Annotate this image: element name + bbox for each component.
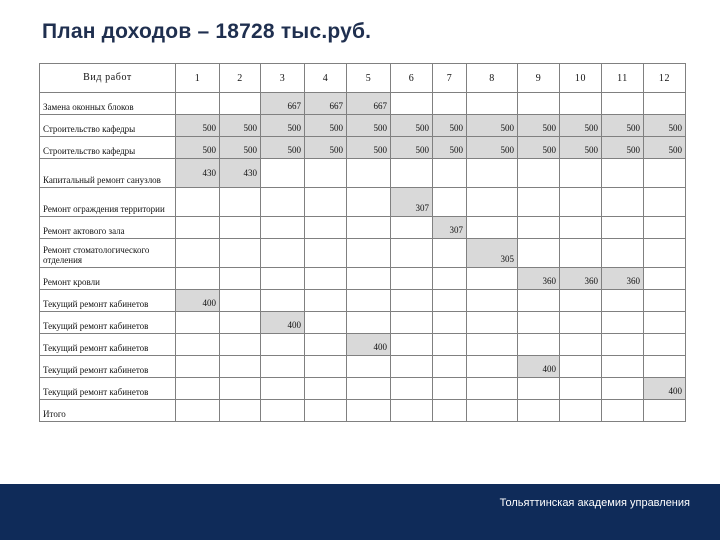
value-cell: 500: [644, 115, 686, 137]
value-cell: [220, 188, 261, 217]
value-cell: [467, 217, 518, 239]
value-cell: [518, 217, 560, 239]
value-cell: [467, 334, 518, 356]
table-row: [40, 268, 686, 290]
value-cell: [347, 356, 391, 378]
value-cell: [518, 239, 560, 268]
value-cell: 500: [644, 137, 686, 159]
value-cell: [305, 378, 347, 400]
table-header-row: [40, 64, 686, 93]
value-cell: [602, 239, 644, 268]
value-cell: [467, 312, 518, 334]
value-cell: [518, 400, 560, 422]
value-cell: 307: [433, 217, 467, 239]
value-cell: [176, 312, 220, 334]
value-cell: [391, 217, 433, 239]
value-cell: [261, 188, 305, 217]
page-title: План доходов – 18728 тыс.руб.: [42, 20, 372, 43]
value-cell: [220, 378, 261, 400]
work-type-cell: Строительство кафедры: [40, 115, 176, 137]
value-cell: [518, 312, 560, 334]
value-cell: [644, 312, 686, 334]
work-type-cell: Капитальный ремонт санузлов: [40, 159, 176, 188]
table-row: [40, 239, 686, 268]
table-row: [40, 159, 686, 188]
value-cell: [391, 334, 433, 356]
value-cell: [518, 159, 560, 188]
value-cell: [176, 188, 220, 217]
value-cell: [261, 159, 305, 188]
value-cell: [433, 400, 467, 422]
work-type-cell: Итого: [40, 400, 176, 422]
value-cell: 400: [644, 378, 686, 400]
table-row: [40, 400, 686, 422]
value-cell: [176, 217, 220, 239]
value-cell: [467, 290, 518, 312]
value-cell: 500: [433, 137, 467, 159]
value-cell: [602, 334, 644, 356]
value-cell: 500: [560, 115, 602, 137]
value-cell: 667: [261, 93, 305, 115]
value-cell: [305, 312, 347, 334]
value-cell: [347, 378, 391, 400]
value-cell: [602, 290, 644, 312]
value-cell: [305, 356, 347, 378]
value-cell: 400: [347, 334, 391, 356]
value-cell: [644, 400, 686, 422]
value-cell: [467, 159, 518, 188]
value-cell: [560, 188, 602, 217]
value-cell: [467, 356, 518, 378]
value-cell: [220, 290, 261, 312]
value-cell: 400: [518, 356, 560, 378]
value-cell: [467, 93, 518, 115]
work-type-cell: Замена оконных блоков: [40, 93, 176, 115]
work-type-cell: Текущий ремонт кабинетов: [40, 312, 176, 334]
value-cell: 500: [220, 137, 261, 159]
value-cell: [518, 93, 560, 115]
value-cell: [176, 93, 220, 115]
value-cell: 500: [347, 137, 391, 159]
table-row: [40, 356, 686, 378]
value-cell: [560, 159, 602, 188]
value-cell: 400: [176, 290, 220, 312]
value-cell: [220, 312, 261, 334]
value-cell: 500: [391, 115, 433, 137]
value-cell: [391, 268, 433, 290]
value-cell: [560, 290, 602, 312]
value-cell: 500: [261, 115, 305, 137]
value-cell: [518, 188, 560, 217]
value-cell: [467, 188, 518, 217]
value-cell: 360: [518, 268, 560, 290]
work-type-cell: Текущий ремонт кабинетов: [40, 290, 176, 312]
value-cell: 500: [433, 115, 467, 137]
value-cell: [433, 378, 467, 400]
value-cell: [433, 312, 467, 334]
header-work-type: Вид работ: [40, 64, 176, 93]
work-type-cell: Ремонт кровли: [40, 268, 176, 290]
value-cell: 500: [518, 115, 560, 137]
header-month: 1: [176, 64, 220, 93]
value-cell: [176, 268, 220, 290]
value-cell: 500: [467, 137, 518, 159]
value-cell: [602, 356, 644, 378]
value-cell: [176, 400, 220, 422]
value-cell: [261, 400, 305, 422]
header-month: 8: [467, 64, 518, 93]
value-cell: [644, 217, 686, 239]
value-cell: [261, 290, 305, 312]
value-cell: [433, 356, 467, 378]
work-type-cell: Ремонт актового зала: [40, 217, 176, 239]
value-cell: [644, 239, 686, 268]
value-cell: [391, 290, 433, 312]
value-cell: [305, 268, 347, 290]
value-cell: [602, 188, 644, 217]
value-cell: [347, 239, 391, 268]
table-row: [40, 115, 686, 137]
value-cell: [305, 188, 347, 217]
value-cell: [560, 239, 602, 268]
table-row: [40, 290, 686, 312]
value-cell: [347, 188, 391, 217]
value-cell: 500: [391, 137, 433, 159]
value-cell: [433, 188, 467, 217]
table-row: [40, 217, 686, 239]
header-month: 5: [347, 64, 391, 93]
value-cell: [560, 400, 602, 422]
value-cell: [391, 378, 433, 400]
value-cell: [261, 334, 305, 356]
value-cell: [644, 93, 686, 115]
value-cell: [644, 356, 686, 378]
value-cell: 500: [602, 115, 644, 137]
value-cell: [261, 239, 305, 268]
value-cell: [347, 312, 391, 334]
table-row: [40, 312, 686, 334]
table-row: [40, 137, 686, 159]
value-cell: [602, 312, 644, 334]
value-cell: [560, 334, 602, 356]
table-row: [40, 334, 686, 356]
work-type-cell: Текущий ремонт кабинетов: [40, 378, 176, 400]
value-cell: [305, 400, 347, 422]
header-month: 3: [261, 64, 305, 93]
value-cell: [433, 268, 467, 290]
value-cell: 667: [305, 93, 347, 115]
value-cell: [220, 400, 261, 422]
value-cell: [176, 378, 220, 400]
value-cell: [433, 159, 467, 188]
value-cell: [305, 217, 347, 239]
value-cell: 500: [467, 115, 518, 137]
value-cell: [220, 93, 261, 115]
value-cell: [220, 217, 261, 239]
value-cell: 500: [560, 137, 602, 159]
value-cell: 500: [305, 137, 347, 159]
value-cell: [391, 400, 433, 422]
value-cell: 430: [220, 159, 261, 188]
work-type-cell: Текущий ремонт кабинетов: [40, 334, 176, 356]
value-cell: [347, 159, 391, 188]
footer-bar: [0, 484, 720, 540]
table-row: [40, 378, 686, 400]
value-cell: [433, 239, 467, 268]
value-cell: [305, 159, 347, 188]
value-cell: [220, 334, 261, 356]
work-type-cell: Строительство кафедры: [40, 137, 176, 159]
value-cell: 305: [467, 239, 518, 268]
header-month: 7: [433, 64, 467, 93]
value-cell: [347, 268, 391, 290]
value-cell: [220, 356, 261, 378]
value-cell: [560, 312, 602, 334]
value-cell: [305, 334, 347, 356]
value-cell: [347, 217, 391, 239]
value-cell: [467, 268, 518, 290]
value-cell: [176, 356, 220, 378]
value-cell: [261, 378, 305, 400]
value-cell: [220, 268, 261, 290]
header-month: 9: [518, 64, 560, 93]
value-cell: 500: [518, 137, 560, 159]
value-cell: [347, 400, 391, 422]
value-cell: 500: [261, 137, 305, 159]
value-cell: 500: [220, 115, 261, 137]
value-cell: [560, 217, 602, 239]
work-type-cell: Текущий ремонт кабинетов: [40, 356, 176, 378]
value-cell: [518, 334, 560, 356]
value-cell: 307: [391, 188, 433, 217]
header-month: 2: [220, 64, 261, 93]
value-cell: 400: [261, 312, 305, 334]
header-month: 10: [560, 64, 602, 93]
value-cell: [644, 334, 686, 356]
value-cell: [560, 93, 602, 115]
value-cell: 500: [347, 115, 391, 137]
value-cell: [176, 334, 220, 356]
value-cell: [602, 400, 644, 422]
value-cell: 430: [176, 159, 220, 188]
table-row: [40, 188, 686, 217]
work-type-cell: Ремонт стоматологического отделения: [40, 239, 176, 268]
header-month: 11: [602, 64, 644, 93]
value-cell: [644, 290, 686, 312]
value-cell: 667: [347, 93, 391, 115]
value-cell: [602, 378, 644, 400]
value-cell: 500: [176, 115, 220, 137]
income-plan-table: [39, 63, 686, 422]
value-cell: 500: [176, 137, 220, 159]
value-cell: [602, 159, 644, 188]
table-body: [40, 64, 686, 422]
value-cell: [261, 356, 305, 378]
work-type-cell: Ремонт ограждения территории: [40, 188, 176, 217]
value-cell: [518, 290, 560, 312]
footer-organization: Тольяттинская академия управления: [499, 497, 690, 509]
header-month: 12: [644, 64, 686, 93]
value-cell: [644, 188, 686, 217]
header-month: 6: [391, 64, 433, 93]
value-cell: 360: [560, 268, 602, 290]
value-cell: [261, 217, 305, 239]
value-cell: [518, 378, 560, 400]
value-cell: [644, 159, 686, 188]
value-cell: [602, 217, 644, 239]
value-cell: 360: [602, 268, 644, 290]
value-cell: [391, 312, 433, 334]
value-cell: [391, 356, 433, 378]
value-cell: 500: [305, 115, 347, 137]
value-cell: [560, 378, 602, 400]
value-cell: [433, 290, 467, 312]
value-cell: [560, 356, 602, 378]
value-cell: [176, 239, 220, 268]
value-cell: [467, 378, 518, 400]
header-month: 4: [305, 64, 347, 93]
table-row: [40, 93, 686, 115]
value-cell: [391, 93, 433, 115]
value-cell: [644, 268, 686, 290]
value-cell: [391, 159, 433, 188]
value-cell: [347, 290, 391, 312]
value-cell: [391, 239, 433, 268]
value-cell: 500: [602, 137, 644, 159]
value-cell: [220, 239, 261, 268]
value-cell: [261, 268, 305, 290]
value-cell: [433, 93, 467, 115]
value-cell: [467, 400, 518, 422]
value-cell: [305, 290, 347, 312]
value-cell: [305, 239, 347, 268]
value-cell: [433, 334, 467, 356]
value-cell: [602, 93, 644, 115]
